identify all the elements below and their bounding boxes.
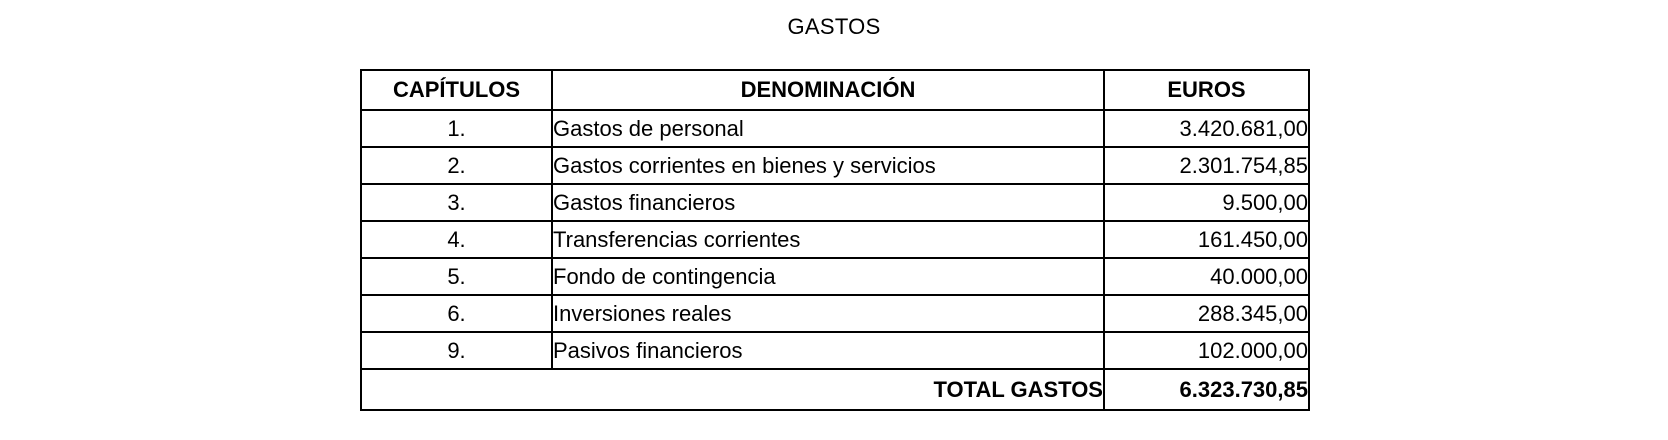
row-capitulo: 2. [361, 147, 552, 184]
table-row [361, 258, 1309, 295]
table-row [361, 110, 1309, 147]
table-row [361, 332, 1309, 369]
row-denominacion: Gastos corrientes en bienes y servicios [552, 147, 1104, 184]
row-euros: 102.000,00 [1104, 332, 1309, 369]
row-capitulo: 5. [361, 258, 552, 295]
table-header-row [361, 70, 1309, 110]
row-capitulo: 3. [361, 184, 552, 221]
row-capitulo: 6. [361, 295, 552, 332]
row-denominacion: Gastos financieros [552, 184, 1104, 221]
header-capitulos: CAPÍTULOS [361, 70, 552, 110]
row-capitulo: 1. [361, 110, 552, 147]
total-row [361, 369, 1309, 410]
row-euros: 3.420.681,00 [1104, 110, 1309, 147]
table-row [361, 221, 1309, 258]
row-euros: 9.500,00 [1104, 184, 1309, 221]
expenses-table [360, 69, 1310, 411]
row-euros: 2.301.754,85 [1104, 147, 1309, 184]
table-row [361, 295, 1309, 332]
row-denominacion: Inversiones reales [552, 295, 1104, 332]
header-denominacion: DENOMINACIÓN [552, 70, 1104, 110]
row-capitulo: 4. [361, 221, 552, 258]
table-row [361, 147, 1309, 184]
header-euros: EUROS [1104, 70, 1309, 110]
row-denominacion: Fondo de contingencia [552, 258, 1104, 295]
row-denominacion: Transferencias corrientes [552, 221, 1104, 258]
document-title: GASTOS [787, 14, 881, 39]
row-denominacion: Pasivos financieros [552, 332, 1104, 369]
total-value: 6.323.730,85 [1104, 369, 1309, 410]
row-capitulo: 9. [361, 332, 552, 369]
total-label: TOTAL GASTOS [361, 369, 1104, 410]
row-euros: 288.345,00 [1104, 295, 1309, 332]
table-row [361, 184, 1309, 221]
row-euros: 161.450,00 [1104, 221, 1309, 258]
row-euros: 40.000,00 [1104, 258, 1309, 295]
row-denominacion: Gastos de personal [552, 110, 1104, 147]
